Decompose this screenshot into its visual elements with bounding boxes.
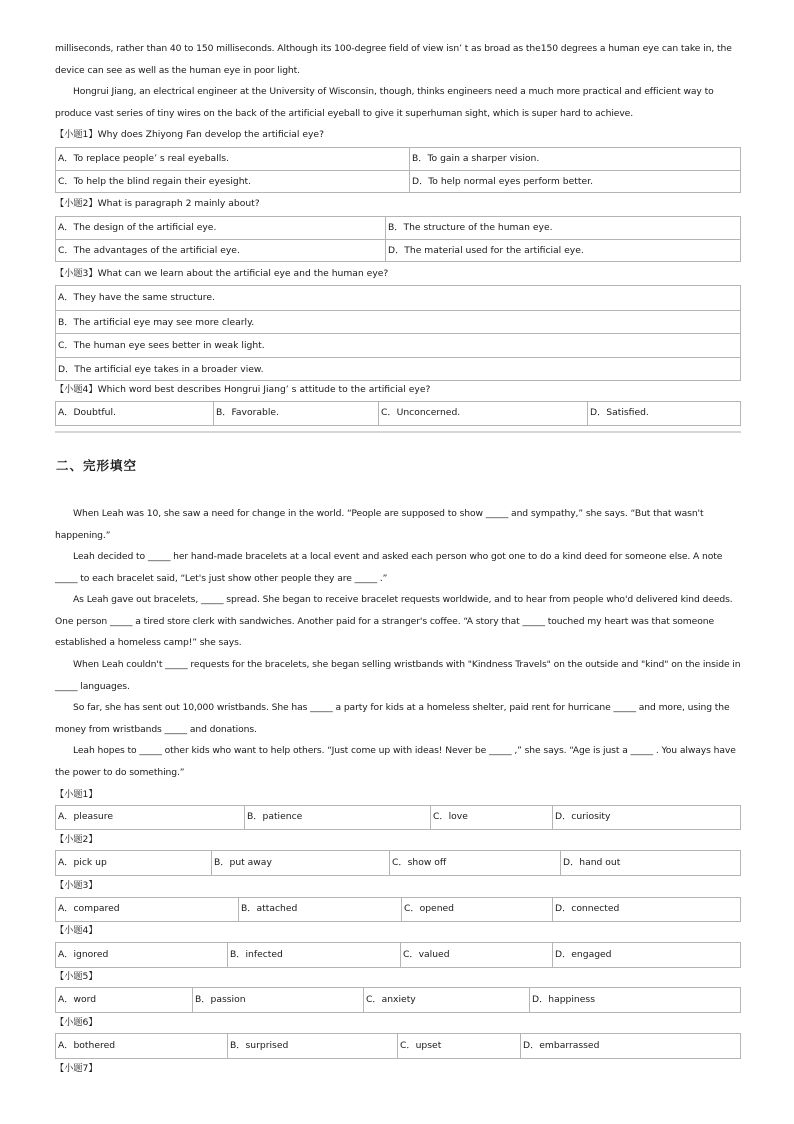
option-c[interactable]: C．To help the blind regain their eyesight. bbox=[58, 176, 252, 187]
question-label: 【小题2】 bbox=[55, 834, 98, 845]
option-d[interactable]: D．Satisfied. bbox=[587, 402, 740, 425]
question-stem: 【小题1】Why does Zhiyong Fan develop the artificial eye? bbox=[55, 129, 324, 140]
question-stem: 【小题2】What is paragraph 2 mainly about? bbox=[55, 198, 260, 209]
option-c[interactable]: C．show off bbox=[389, 851, 560, 875]
option-b[interactable]: B．To gain a sharper vision. bbox=[409, 148, 740, 170]
options-table bbox=[55, 850, 741, 876]
option-d[interactable]: D．The material used for the artificial eye. bbox=[385, 240, 740, 261]
option-a[interactable]: A．pick up bbox=[58, 857, 107, 868]
option-d[interactable]: D．To help normal eyes perform better. bbox=[409, 171, 740, 192]
option-a[interactable]: A．The design of the artificial eye. bbox=[58, 222, 217, 233]
option-a[interactable]: A．compared bbox=[58, 903, 120, 914]
options-table bbox=[55, 805, 741, 830]
options-table bbox=[55, 401, 741, 426]
option-b[interactable]: B．passion bbox=[192, 988, 363, 1012]
question-stem: 【小题4】Which word best describes Hongrui Jiang’ s attitude to the artificial eye? bbox=[55, 384, 431, 395]
question-label: 【小题4】 bbox=[55, 925, 98, 936]
cloze-paragraph: As Leah gave out bracelets, _____ spread. She began to receive bracelet requests worldwide, and to hear from people who'd delivered kind deeds. One person _____ a tired store clerk with sandwiches. Another paid for a stranger's coffee. “A story that _____ touched my heart was that someone established a homeless camp!” she says. bbox=[55, 594, 733, 649]
question-label: 【小题1】 bbox=[55, 789, 98, 800]
option-d[interactable]: D．happiness bbox=[529, 988, 740, 1012]
cloze-paragraph: When Leah couldn't _____ requests for the bracelets, she began selling wristbands with "Kindness Travels" on the outside and "kind" on the inside in _____ languages. bbox=[55, 659, 741, 692]
option-a[interactable]: A．word bbox=[58, 994, 97, 1005]
option-b[interactable]: B．The artificial eye may see more clearly. bbox=[58, 316, 255, 328]
options-table bbox=[55, 285, 741, 381]
cloze-paragraph: Leah hopes to _____ other kids who want to help others. “Just come up with ideas! Never be _____ ,” she says. “Age is just a _____ . You always have the power to do something.” bbox=[55, 745, 736, 778]
options-table bbox=[55, 1033, 741, 1059]
option-d[interactable]: D．The artificial eye takes in a broader view. bbox=[58, 363, 264, 375]
option-a[interactable]: A．pleasure bbox=[58, 811, 113, 822]
options-table bbox=[55, 987, 741, 1013]
option-c[interactable]: C．love bbox=[430, 806, 552, 829]
option-b[interactable]: B．put away bbox=[211, 851, 389, 875]
section-divider bbox=[55, 431, 741, 433]
question-label: 【小题6】 bbox=[55, 1017, 98, 1028]
cloze-paragraph: So far, she has sent out 10,000 wristbands. She has _____ a party for kids at a homeless shelter, paid rent for hurricane _____ and more, using the money from wristbands _____ and donations. bbox=[55, 702, 730, 735]
question-label: 【小题7】 bbox=[55, 1063, 98, 1074]
reading-paragraph: Hongrui Jiang, an electrical engineer at the University of Wisconsin, though, thinks engineers need a much more practical and efficient way to produce vast series of tiny wires on the back of the artificial eyeball to give it superhuman sight, which is super hard to achieve. bbox=[55, 86, 714, 119]
option-a[interactable]: A．ignored bbox=[58, 949, 109, 960]
option-d[interactable]: D．hand out bbox=[560, 851, 740, 875]
option-c[interactable]: C．valued bbox=[400, 943, 552, 967]
options-table bbox=[55, 942, 741, 968]
option-c[interactable]: C．The advantages of the artificial eye. bbox=[58, 245, 240, 256]
option-c[interactable]: C．anxiety bbox=[363, 988, 529, 1012]
option-c[interactable]: C．opened bbox=[401, 898, 552, 921]
option-b[interactable]: B．Favorable. bbox=[213, 402, 378, 425]
options-table bbox=[55, 897, 741, 922]
option-a[interactable]: A．To replace people’ s real eyeballs. bbox=[58, 153, 229, 164]
option-d[interactable]: D．engaged bbox=[552, 943, 740, 967]
question-label: 【小题3】 bbox=[55, 880, 98, 891]
question-label: 【小题5】 bbox=[55, 971, 98, 982]
option-b[interactable]: B．The structure of the human eye. bbox=[385, 217, 740, 239]
option-b[interactable]: B．surprised bbox=[227, 1034, 397, 1058]
option-b[interactable]: B．infected bbox=[227, 943, 400, 967]
reading-paragraph: milliseconds, rather than 40 to 150 milliseconds. Although its 100-degree field of view isn’ t as broad as the150 degrees a human eye can take in, the device can see as well as the human eye in poor light. bbox=[55, 43, 732, 76]
option-c[interactable]: C．upset bbox=[397, 1034, 520, 1058]
option-d[interactable]: D．connected bbox=[552, 898, 740, 921]
option-a[interactable]: A．bothered bbox=[58, 1040, 116, 1051]
option-c[interactable]: C．The human eye sees better in weak light. bbox=[58, 340, 265, 351]
question-stem: 【小题3】What can we learn about the artificial eye and the human eye? bbox=[55, 268, 389, 279]
option-b[interactable]: B．attached bbox=[238, 898, 401, 921]
cloze-paragraph: Leah decided to _____ her hand-made bracelets at a local event and asked each person who got one to do a kind deed for someone else. A note _____ to each bracelet said, “Let's just show other people they are _____ .” bbox=[55, 551, 723, 584]
option-a[interactable]: A．They have the same structure. bbox=[58, 292, 215, 303]
cloze-paragraph: When Leah was 10, she saw a need for change in the world. “People are supposed to show _____ and sympathy,” she says. “But that wasn't happening.” bbox=[55, 508, 704, 541]
options-table bbox=[55, 216, 741, 262]
option-a[interactable]: A．Doubtful. bbox=[58, 407, 116, 418]
option-b[interactable]: B．patience bbox=[244, 806, 430, 829]
options-table bbox=[55, 147, 741, 193]
section-title: 二、完形填空 bbox=[56, 458, 138, 473]
option-d[interactable]: D．embarrassed bbox=[520, 1034, 740, 1058]
option-c[interactable]: C．Unconcerned. bbox=[378, 402, 587, 425]
option-d[interactable]: D．curiosity bbox=[552, 806, 740, 829]
